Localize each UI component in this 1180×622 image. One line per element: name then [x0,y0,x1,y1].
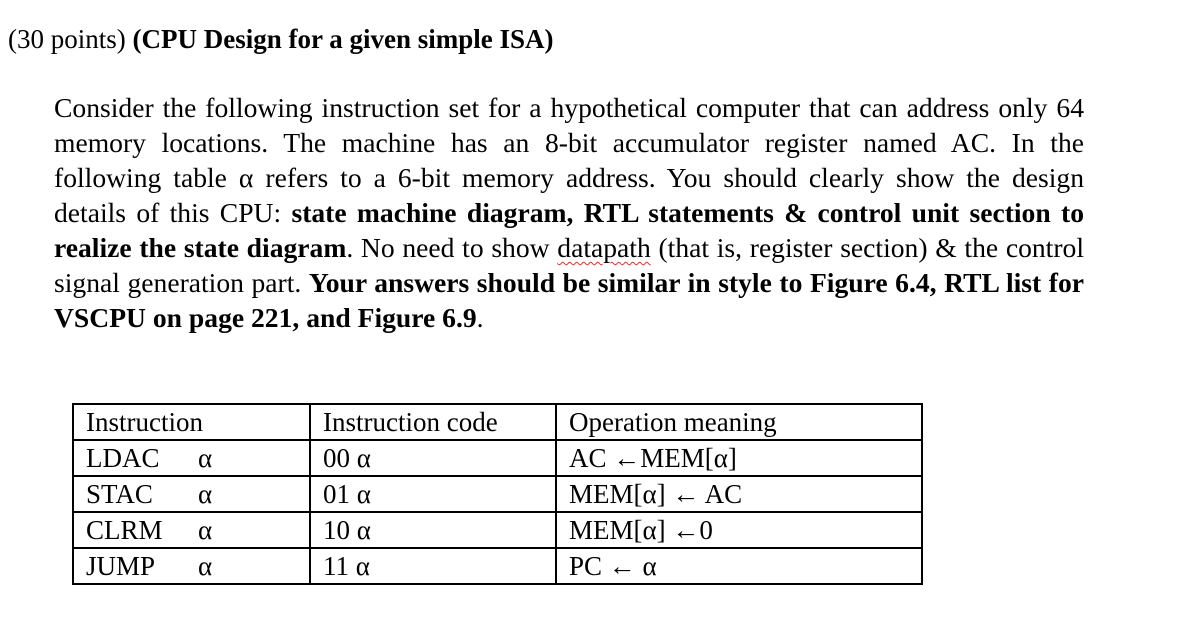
paragraph-text-4: . [476,302,484,333]
mnemonic: STAC [86,479,153,509]
meaning-cell: AC ←MEM[α] [556,440,922,476]
code-cell: 11 α [310,548,556,584]
meaning-cell: MEM[α] ← AC [556,476,922,512]
meaning-cell: MEM[α] ←0 [556,512,922,548]
question-paragraph [54,90,1084,335]
operand: α [198,515,213,545]
paragraph-bold-1: state machine diagram, RTL statements & control unit section to realize the state diagram [54,197,1084,263]
instruction-set-table [72,403,923,585]
instruction-cell [73,512,310,548]
code-cell: 10 α [310,512,556,548]
operand: α [198,479,213,509]
mnemonic: LDAC [86,443,160,473]
code-cell: 01 α [310,476,556,512]
header-instruction: Instruction [73,404,310,440]
question-heading [8,22,554,56]
mnemonic: CLRM [86,515,163,545]
mnemonic: JUMP [86,551,156,581]
table-row [73,476,922,512]
table-row [73,548,922,584]
meaning-cell: PC ← α [556,548,922,584]
table-header-row [73,404,922,440]
header-instruction-code: Instruction code [310,404,556,440]
spellcheck-word: datapath [557,232,651,263]
table-row [73,440,922,476]
operand: α [198,551,213,581]
operand: α [198,443,213,473]
paragraph-text-2: . No need to show [346,232,558,263]
code-cell: 00 α [310,440,556,476]
paragraph-text-1: Consider the following instruction set for a hypothetical computer that can address only 64 memory locations. The machine has an 8-bit accumulator register named AC. In the following table α refers to a 6-bit memory address. You should clearly show the design details of this CPU: [54,92,1084,228]
instruction-cell [73,476,310,512]
instruction-cell [73,440,310,476]
paragraph-bold-2: Your answers should be similar in style to Figure 6.4, RTL list for VSCPU on page 221, and Figure 6.9 [54,267,1085,333]
header-operation-meaning: Operation meaning [556,404,922,440]
table-row [73,512,922,548]
paragraph-text-3: (that is, register section) & the control signal generation part. [54,232,1084,298]
instruction-cell [73,548,310,584]
question-title: (CPU Design for a given simple ISA) [132,24,554,54]
points-label: (30 points) [8,24,126,54]
